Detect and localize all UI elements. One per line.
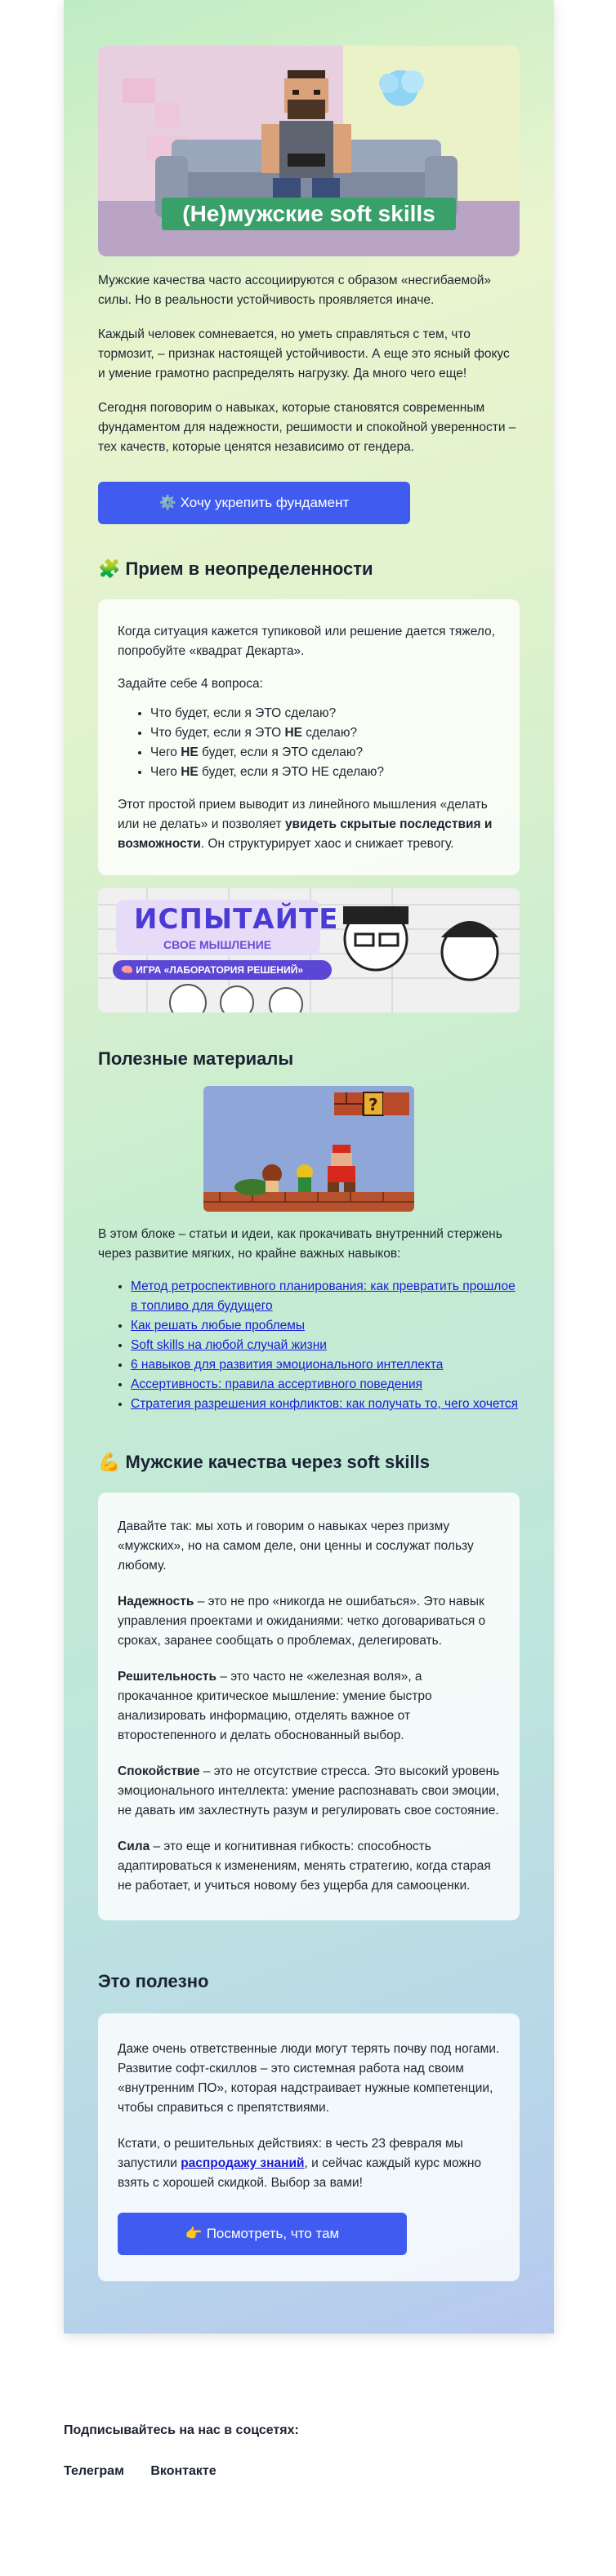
banner-game-pill: 🧠 ИГРА «ЛАБОРАТОРИЯ РЕШЕНИЙ»: [113, 960, 332, 980]
list-item: • Чего НЕ будет, если я ЭТО сделаю?: [150, 743, 500, 763]
social-links: [64, 2464, 239, 2479]
social-subscribe-title: Подписывайтесь на нас в соцсетях:: [64, 2423, 299, 2437]
useful-card: [98, 2013, 520, 2281]
quality-reliability: Надежность – это не про «никогда не ошибаться». Это навык управления проектами и ожиданиями: четко договариваться о сроках, заранее сообщать о проблемах, делегировать.: [118, 1595, 486, 1648]
intro-paragraph-1: Мужские качества часто ассоциируются с образом «несгибаемой» силы. Но в реальности устойчивость проявляется иначе.: [98, 274, 492, 307]
quality-calmness: Спокойствие – это не отсутствие стресса. Это высокий уровень эмоционального интеллекта: умение распознавать свои эмоции, не давать им захлестнуть разум и регулировать свое состояние.: [118, 1764, 500, 1817]
section-title-uncertainty: 🧩 Прием в неопределенности: [98, 558, 373, 579]
mario-illustration: [203, 1086, 414, 1212]
quality-decisiveness: Решительность – это часто не «железная воля», а прокачанное критическое мышление: умение быстро анализировать информацию, отделять важное от второстепенного и делать обоснованный выбор.: [118, 1670, 432, 1742]
list-item: [131, 1355, 520, 1375]
list-item: [131, 1277, 520, 1316]
materials-intro: В этом блоке – статьи и идеи, как прокачивать внутренний стержень через развитие мягких, но крайне важных навыков:: [98, 1227, 502, 1261]
section-title-materials: Полезные материалы: [98, 1048, 294, 1069]
male-qualities-intro: Давайте так: мы хоть и говорим о навыках через призму «мужских», но на самом деле, они ценны и сослужат пользу любому.: [118, 1519, 474, 1573]
uncertainty-intro: Когда ситуация кажется тупиковой или решение дается тяжело, попробуйте «квадрат Декарта».: [118, 625, 495, 658]
banner-title: ИСПЫТАЙТЕ: [134, 903, 339, 936]
puzzle-icon: 🧩: [98, 558, 121, 579]
strengthen-foundation-button[interactable]: [98, 482, 410, 524]
list-item: [131, 1336, 520, 1355]
quality-strength: Сила – это еще и когнитивная гибкость: способность адаптироваться к изменениям, менять стратегию, когда старая не работает, и учиться новому без ущерба для самооценки.: [118, 1840, 491, 1893]
link-assertiveness[interactable]: Ассертивность: правила ассертивного поведения: [131, 1377, 423, 1391]
list-item: • Чего НЕ будет, если я ЭТО НЕ сделаю?: [150, 763, 500, 782]
section-title-male-qualities: 💪 Мужские качества через soft skills: [98, 1452, 431, 1472]
hero-banner: [98, 46, 520, 256]
banner-title-block: [116, 900, 339, 955]
section-title-useful: Это полезно: [98, 1971, 209, 1991]
intro-paragraph-2: Каждый человек сомневается, но уметь справляться с тем, что тормозит, – признак настоящей устойчивости. А еще это ясный фокус и умение грамотно распределять нагрузку. Да много чего еще!: [98, 327, 510, 380]
email-container: [64, 0, 554, 2334]
materials-links-list: [98, 1277, 520, 1414]
brain-icon: 🧠: [121, 964, 133, 976]
link-conflict-resolution[interactable]: Стратегия разрешения конфликтов: как получать то, чего хочется: [131, 1397, 519, 1411]
link-solve-any-problem[interactable]: Как решать любые проблемы: [131, 1319, 306, 1332]
flexed-biceps-icon: 💪: [98, 1452, 121, 1472]
uncertainty-conclusion: Этот простой прием выводит из линейного мышления «делать или не делать» и позволяет увидеть скрытые последствия и возможности. Он структурирует хаос и снижает тревогу.: [118, 798, 493, 851]
useful-paragraph-1: Даже очень ответственные люди могут терять почву под ногами. Развитие софт-скиллов – это системная работа над своим «внутренним ПО», которая надстраивает нужные компетенции, чтобы справиться с препятствиями.: [118, 2042, 500, 2115]
email-content: [98, 46, 520, 2281]
descartes-questions-list: [118, 704, 500, 782]
strengthen-foundation-label: Хочу укрепить фундамент: [180, 495, 350, 510]
link-soft-skills[interactable]: Soft skills на любой случай жизни: [131, 1338, 327, 1352]
see-whats-there-label: Посмотреть, что там: [206, 2226, 340, 2241]
telegram-link[interactable]: Телеграм: [64, 2464, 124, 2478]
intro-paragraph-3: Сегодня поговорим о навыках, которые становятся современным фундаментом для надежности, решимости и спокойной уверенности – тех качеств, которые ценятся независимо от гендера.: [98, 401, 516, 454]
banner-subtitle: СВОЕ МЫШЛЕНИЕ: [163, 938, 272, 951]
decision-lab-banner[interactable]: [98, 888, 520, 1012]
useful-paragraph-2: Кстати, о решительных действиях: в честь 23 февраля мы запустили распродажу знаний, и сейчас каждый курс можно взять с хорошей скидкой. Выбор за вами!: [118, 2137, 481, 2190]
pointing-hand-icon: 👉: [185, 2226, 203, 2241]
knowledge-sale-link[interactable]: распродажу знаний: [181, 2156, 305, 2170]
list-item: • Что будет, если я ЭТО НЕ сделаю?: [150, 723, 500, 743]
link-emotional-intelligence[interactable]: 6 навыков для развития эмоционального интеллекта: [131, 1358, 444, 1372]
list-item: • Что будет, если я ЭТО сделаю?: [150, 704, 500, 723]
uncertainty-card: [98, 599, 520, 875]
link-retrospective-planning[interactable]: Метод ретроспективного планирования: как превратить прошлое в топливо для будущего: [131, 1279, 516, 1313]
hero-title: (Не)мужские soft skills: [162, 198, 456, 230]
list-item: [131, 1395, 520, 1414]
uncertainty-questions-intro: Задайте себе 4 вопроса:: [118, 677, 263, 691]
see-whats-there-button[interactable]: [118, 2213, 407, 2255]
male-qualities-card: [98, 1493, 520, 1920]
vkontakte-link[interactable]: Вконтакте: [150, 2464, 216, 2478]
list-item: [131, 1316, 520, 1336]
list-item: [131, 1375, 520, 1395]
gear-icon: ⚙️: [158, 495, 176, 510]
svg-text:?: ?: [368, 1095, 378, 1114]
